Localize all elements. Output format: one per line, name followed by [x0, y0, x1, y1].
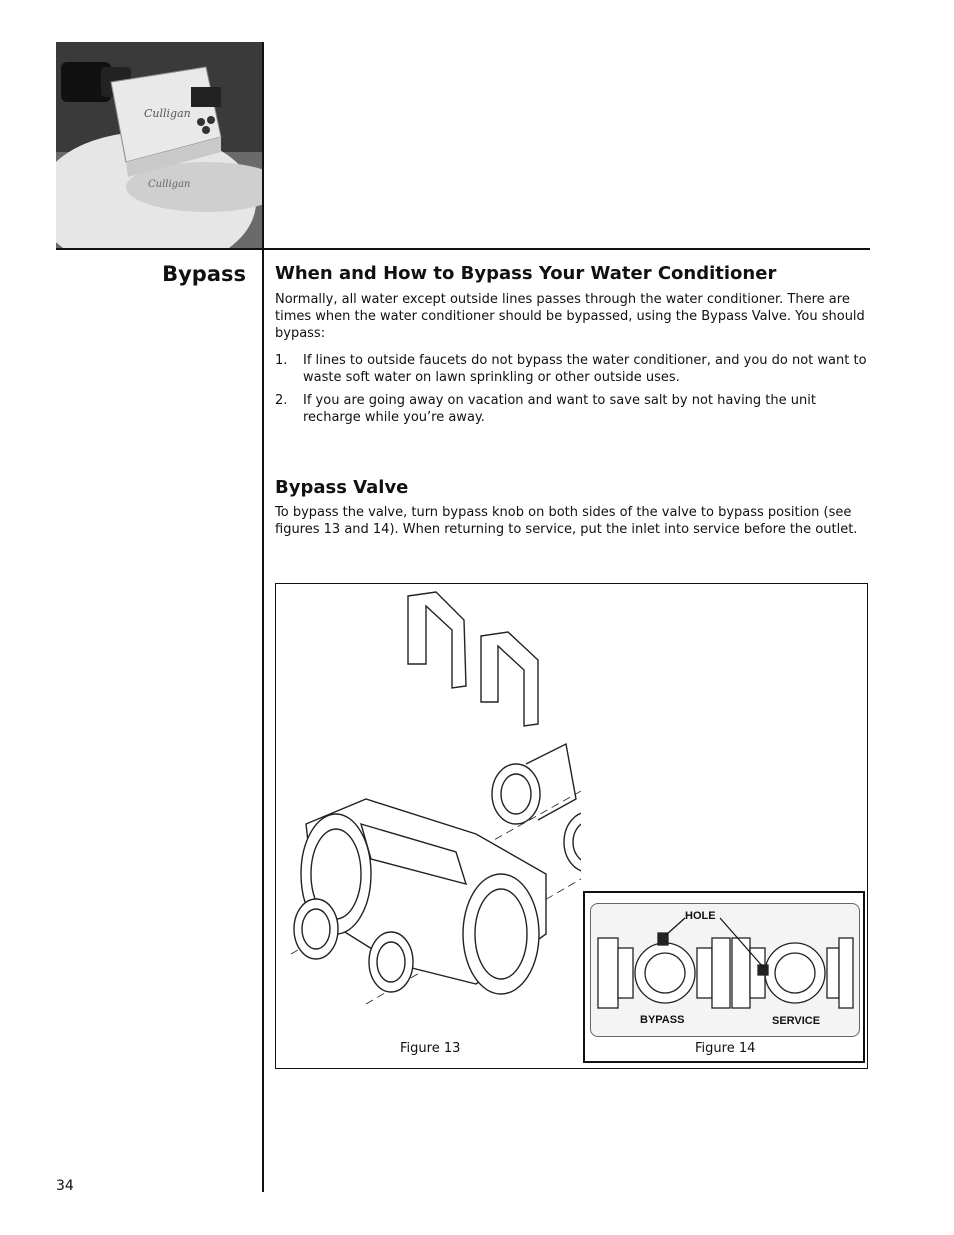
section-title: Bypass: [162, 262, 246, 286]
hole-label: HOLE: [685, 910, 716, 922]
bypass-valve-paragraph: To bypass the valve, turn bypass knob on both sides of the valve to bypass position (see figures 13 and 14). When returning to service, put the inlet into service before the outlet.: [275, 505, 858, 537]
page-number: 34: [56, 1178, 74, 1194]
product-photo: [56, 42, 263, 248]
figure-13-caption: Figure 13: [400, 1041, 461, 1056]
list-number: 1.: [275, 353, 288, 368]
list-item: [275, 352, 867, 386]
service-label: SERVICE: [772, 1015, 821, 1027]
intro-heading: When and How to Bypass Your Water Conditioner: [275, 263, 777, 284]
figure-13-illustration: [276, 584, 581, 1039]
list-item: [275, 392, 867, 426]
figure-14-caption: Figure 14: [695, 1041, 756, 1056]
header-rule: [56, 248, 870, 250]
bypass-valve-heading: Bypass Valve: [275, 477, 409, 498]
intro-paragraph: Normally, all water except outside lines passes through the water conditioner. There are times when the water conditioner should be bypassed, using the Bypass Valve. You should bypass:: [275, 292, 865, 341]
list-text: If lines to outside faucets do not bypass the water conditioner, and you do not want to waste soft water on lawn sprinkling or other outside uses.: [303, 353, 867, 385]
tank-brand-text: Culligan: [148, 179, 191, 190]
photo-brand-text: Culligan: [144, 107, 191, 120]
list-number: 2.: [275, 393, 288, 408]
column-divider: [262, 42, 264, 1192]
bypass-label: BYPASS: [640, 1014, 685, 1026]
list-text: If you are going away on vacation and want to save salt by not having the unit recharge while you’re away.: [303, 393, 816, 425]
